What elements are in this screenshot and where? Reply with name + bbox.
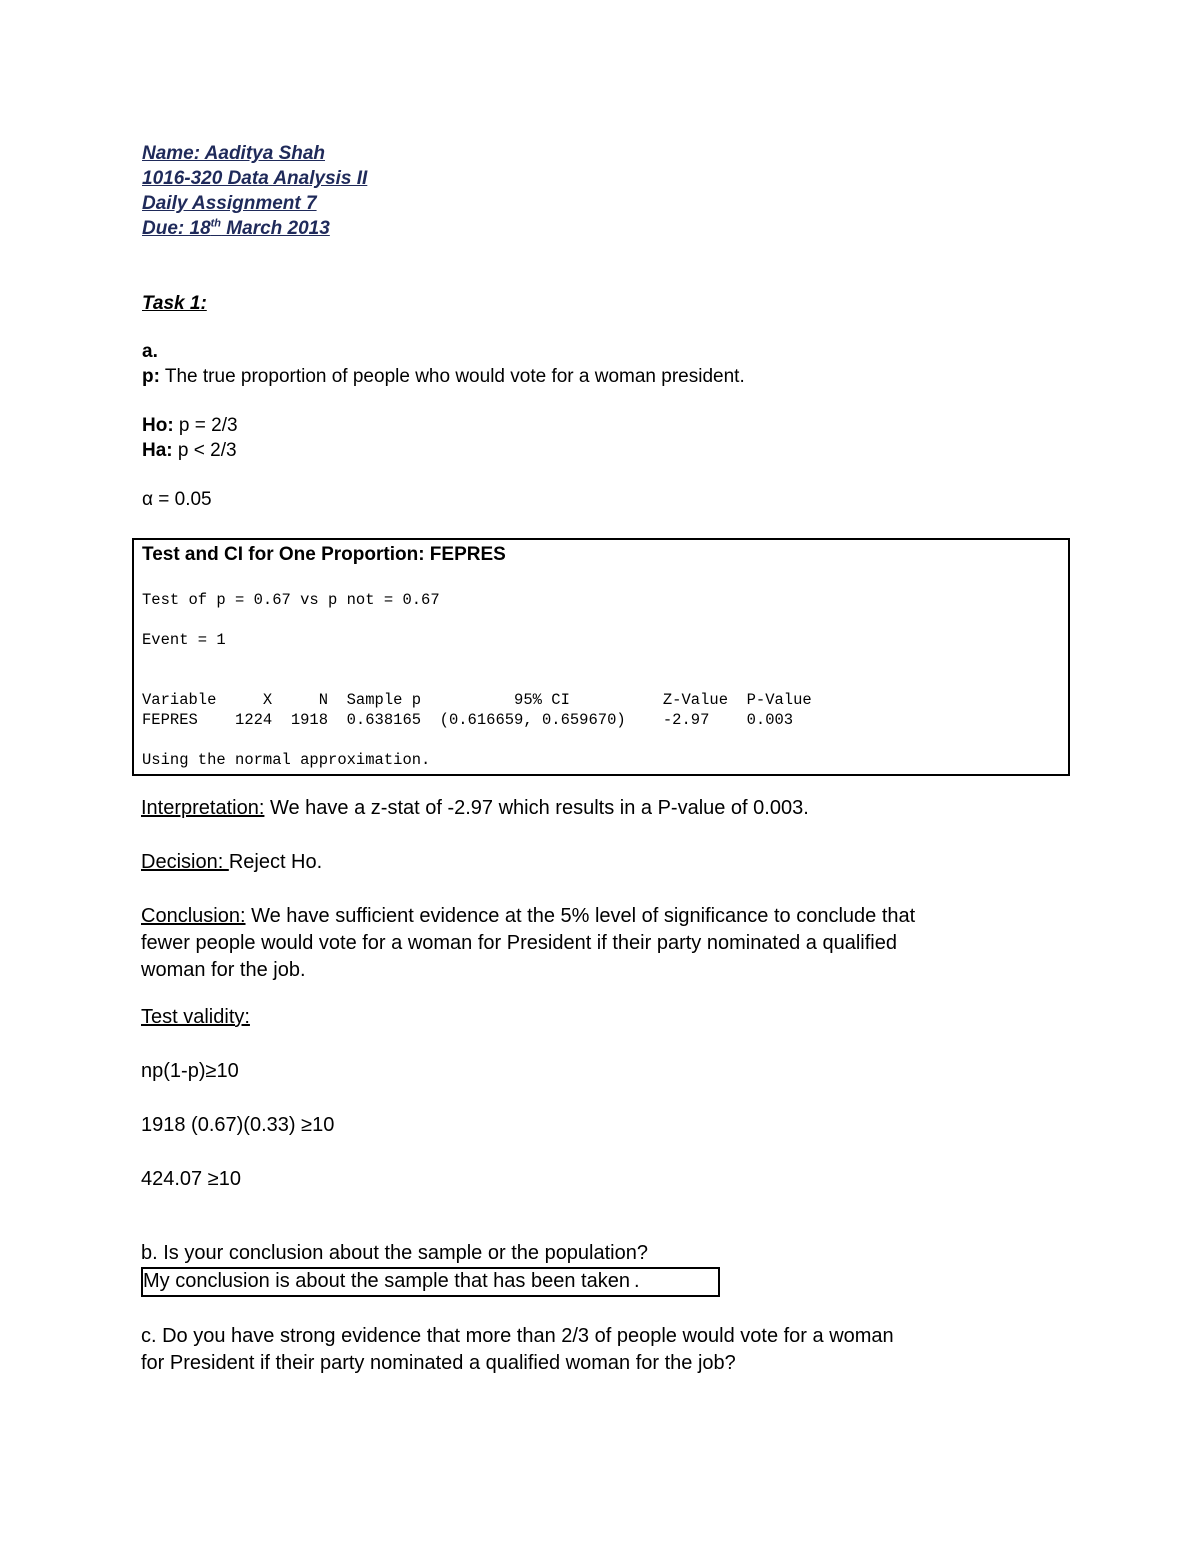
minitab-output-box bbox=[132, 538, 1070, 776]
validity-label: Test validity: bbox=[141, 1006, 250, 1028]
validity-result: 424.07 ≥10 bbox=[141, 1168, 241, 1190]
conclusion-line-1: Conclusion: We have sufficient evidence at the 5% level of significance to conclude that bbox=[141, 905, 916, 927]
significance-level: α = 0.05 bbox=[142, 489, 212, 510]
interpretation: Interpretation: We have a z-stat of -2.97 which results in a P-value of 0.003. bbox=[141, 797, 809, 819]
conclusion-line-2: fewer people would vote for a woman for President if their party nominated a qualified bbox=[141, 932, 897, 954]
conclusion-line-3: woman for the job. bbox=[141, 959, 306, 981]
alternative-hypothesis: Ha: p < 2/3 bbox=[142, 440, 237, 461]
part-b-answer: My conclusion is about the sample that has been taken . bbox=[143, 1270, 640, 1292]
student-name: Name: Aaditya Shah bbox=[142, 143, 326, 164]
minitab-event-line: Event = 1 bbox=[142, 631, 226, 649]
part-c-question-line-2: for President if their party nominated a qualified woman for the job? bbox=[141, 1352, 736, 1374]
minitab-test-line: Test of p = 0.67 vs p not = 0.67 bbox=[142, 591, 440, 609]
minitab-data-row: FEPRES 1224 1918 0.638165 (0.616659, 0.659670) -2.97 0.003 bbox=[142, 711, 794, 729]
course-title: 1016-320 Data Analysis II bbox=[142, 168, 368, 189]
validity-calculation: 1918 (0.67)(0.33) ≥10 bbox=[141, 1114, 335, 1136]
null-hypothesis: Ho: p = 2/3 bbox=[142, 415, 238, 436]
minitab-title: Test and CI for One Proportion: FEPRES bbox=[142, 544, 506, 565]
decision: Decision: Reject Ho. bbox=[141, 851, 323, 873]
part-a-label: a. bbox=[142, 341, 158, 362]
part-b-question: b. Is your conclusion about the sample or the population? bbox=[141, 1242, 648, 1264]
part-c-question-line-1: c. Do you have strong evidence that more than 2/3 of people would vote for a woman bbox=[141, 1325, 894, 1347]
parameter-definition: p: The true proportion of people who would vote for a woman president. bbox=[142, 366, 745, 387]
validity-condition: np(1-p)≥10 bbox=[141, 1060, 239, 1082]
task-title: Task 1: bbox=[142, 293, 207, 314]
minitab-header-row: Variable X N Sample p 95% CI Z-Value P-Value bbox=[142, 691, 812, 709]
due-date: Due: 18th March 2013 bbox=[142, 217, 330, 239]
minitab-footer: Using the normal approximation. bbox=[142, 751, 431, 769]
assignment-title: Daily Assignment 7 bbox=[142, 193, 317, 214]
